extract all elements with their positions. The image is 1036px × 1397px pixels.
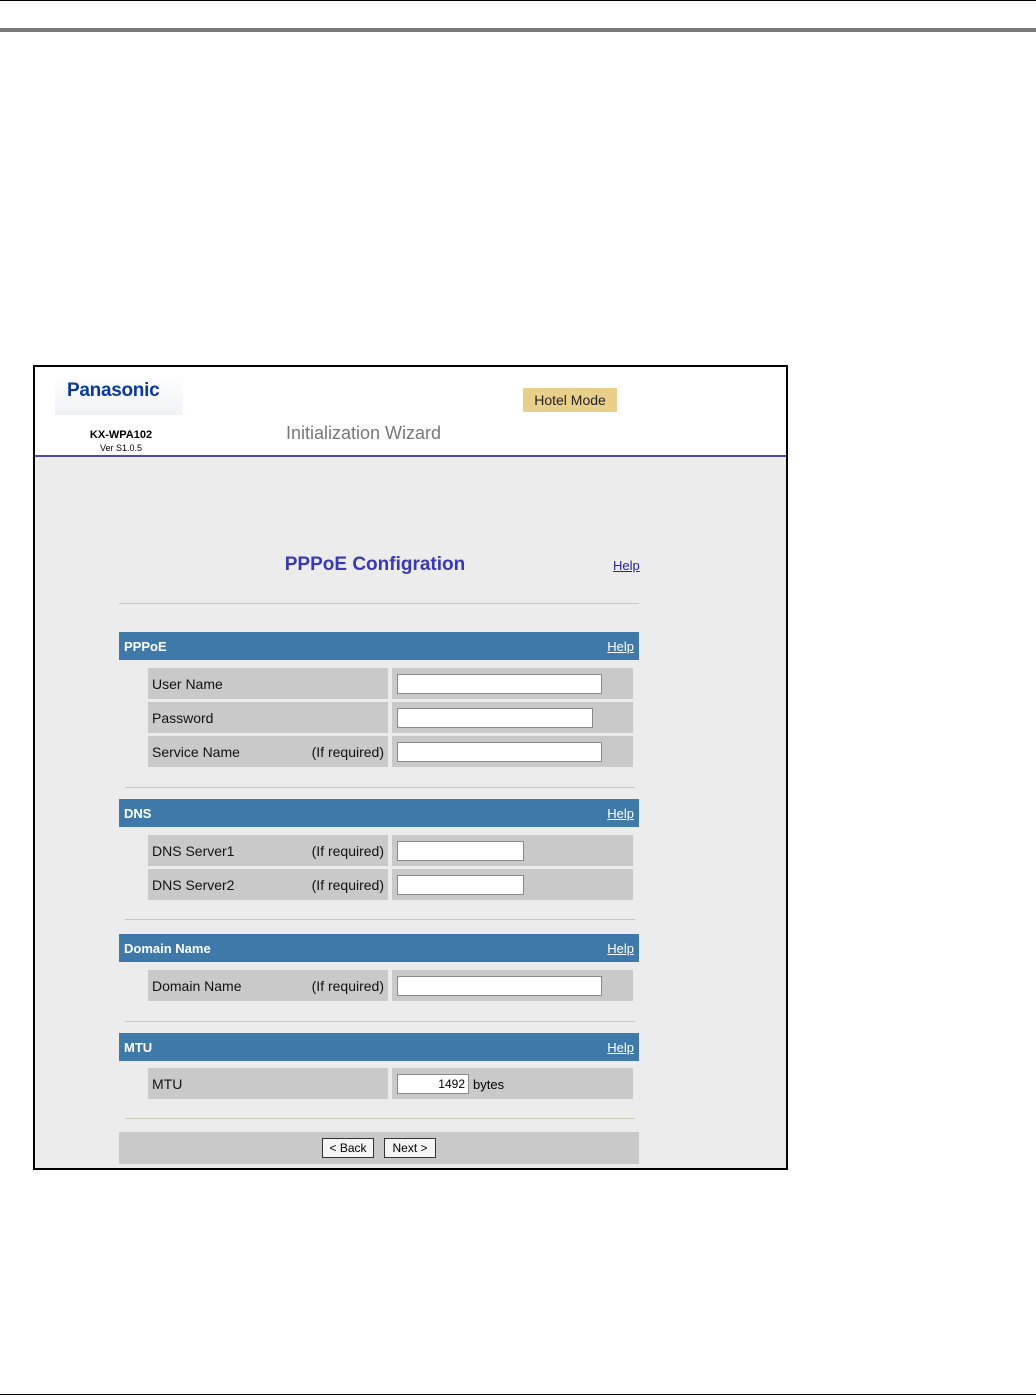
dns-server2-note: (If required)	[311, 877, 384, 893]
dns-server2-field-cell	[392, 869, 633, 900]
divider	[125, 1118, 635, 1119]
page-title: PPPoE Configration	[284, 554, 466, 575]
mtu-help-link[interactable]: Help	[607, 1040, 634, 1055]
dns-server1-note: (If required)	[311, 843, 384, 859]
password-label-cell	[148, 702, 388, 733]
section-title: DNS	[124, 806, 152, 821]
page-bottom-rule	[0, 1394, 1036, 1395]
user-name-label: User Name	[152, 676, 223, 692]
divider	[119, 603, 639, 604]
model-name: KX-WPA102	[89, 429, 153, 441]
mtu-field-cell	[392, 1068, 633, 1099]
user-name-row	[148, 668, 633, 699]
user-name-label-cell	[148, 668, 388, 699]
page-header-bar	[0, 28, 1036, 32]
pppoe-help-link[interactable]: Help	[607, 639, 634, 654]
section-title: Domain Name	[124, 941, 211, 956]
mtu-input[interactable]	[397, 1074, 469, 1094]
app-header	[35, 367, 786, 455]
password-row	[148, 702, 633, 733]
dns-server2-row	[148, 869, 633, 900]
dns-server2-label: DNS Server2	[152, 877, 235, 893]
next-button[interactable]: Next >	[384, 1138, 436, 1158]
user-name-input[interactable]	[397, 674, 602, 694]
section-header-domain	[119, 934, 639, 962]
screenshot-frame	[33, 365, 788, 1170]
hotel-mode-button[interactable]: Hotel Mode	[523, 388, 617, 412]
divider	[125, 1021, 635, 1022]
domain-name-field-cell	[392, 970, 633, 1001]
wizard-title: Initialization Wizard	[286, 423, 442, 443]
dns-help-link[interactable]: Help	[607, 806, 634, 821]
section-header-pppoe	[119, 632, 639, 660]
service-name-input[interactable]	[397, 742, 602, 762]
back-button[interactable]: < Back	[322, 1138, 374, 1158]
dns-server1-input[interactable]	[397, 841, 524, 861]
section-title: MTU	[124, 1040, 153, 1055]
section-header-mtu	[119, 1033, 639, 1061]
service-name-label-cell	[148, 736, 388, 767]
dns-server1-row	[148, 835, 633, 866]
service-name-row	[148, 736, 633, 767]
password-field-cell	[392, 702, 633, 733]
dns-server2-input[interactable]	[397, 875, 524, 895]
divider	[125, 919, 635, 920]
page-help-link[interactable]: Help	[613, 558, 640, 573]
password-input[interactable]	[397, 708, 593, 728]
section-title: PPPoE	[124, 639, 167, 654]
user-name-field-cell	[392, 668, 633, 699]
service-name-note: (If required)	[311, 744, 384, 760]
domain-name-input[interactable]	[397, 976, 602, 996]
mtu-row	[148, 1068, 633, 1099]
domain-help-link[interactable]: Help	[607, 941, 634, 956]
wizard-footer	[119, 1132, 639, 1164]
password-label: Password	[152, 710, 214, 726]
mtu-label-cell	[148, 1068, 388, 1099]
section-header-dns	[119, 799, 639, 827]
dns-server2-label-cell	[148, 869, 388, 900]
domain-name-label: Domain Name	[152, 978, 242, 994]
domain-name-label-cell	[148, 970, 388, 1001]
divider	[125, 787, 635, 788]
service-name-label: Service Name	[152, 744, 240, 760]
firmware-version: Ver S1.0.5	[99, 443, 143, 453]
domain-name-note: (If required)	[311, 978, 384, 994]
domain-name-row	[148, 970, 633, 1001]
dns-server1-label: DNS Server1	[152, 843, 235, 859]
mtu-label: MTU	[152, 1076, 183, 1092]
page-top-rule	[0, 0, 1036, 1]
dns-server1-field-cell	[392, 835, 633, 866]
service-name-field-cell	[392, 736, 633, 767]
dns-server1-label-cell	[148, 835, 388, 866]
mtu-unit: bytes	[473, 1077, 505, 1092]
brand-logo: Panasonic	[55, 375, 183, 415]
